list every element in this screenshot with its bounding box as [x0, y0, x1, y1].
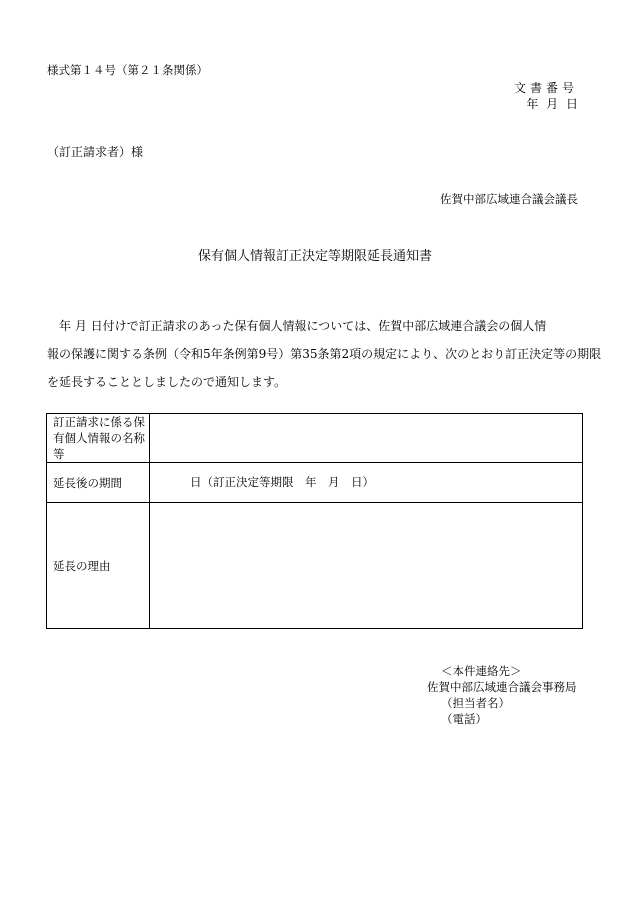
notice-body-line: 報の保護に関する条例（令和5年条例第9号）第35条第2項の規定により、次のとおり訂正決定等の期限	[47, 347, 602, 361]
extension-reason-label: 延長の理由	[47, 503, 150, 629]
contact-phone: （電話）	[441, 712, 487, 726]
form-number: 様式第１４号（第２１条関係）	[47, 63, 208, 77]
document-number-label: 文書番号	[513, 81, 578, 95]
extension-reason-value	[150, 503, 583, 629]
contact-heading: ＜本件連絡先＞	[441, 664, 522, 678]
contact-office: 佐賀中部広域連合議会事務局	[427, 680, 577, 694]
recipient-line: （訂正請求者）様	[47, 145, 144, 159]
contact-person: （担当者名）	[441, 696, 510, 710]
extension-details-table	[46, 413, 583, 629]
info-name-label: 訂正請求に係る保有個人情報の名称等	[47, 414, 150, 463]
contact-block	[427, 663, 577, 727]
notice-body-line: を延長することとしましたので通知します。	[47, 375, 287, 389]
table-row	[47, 463, 583, 503]
table-row	[47, 414, 583, 463]
extended-period-value: 日（訂正決定等期限 年 月 日）	[150, 463, 583, 503]
notice-body	[47, 312, 602, 396]
extended-period-label: 延長後の期間	[47, 463, 150, 503]
notice-body-line: 年 月 日付けで訂正請求のあった保有個人情報については、佐賀中部広域連合議会の個人情	[47, 319, 547, 333]
document-title: 保有個人情報訂正決定等期限延長通知書	[197, 249, 432, 264]
info-name-value	[150, 414, 583, 463]
table-row	[47, 503, 583, 629]
sender-line: 佐賀中部広域連合議会議長	[440, 192, 578, 206]
document-date-label: 年 月 日	[526, 97, 578, 111]
